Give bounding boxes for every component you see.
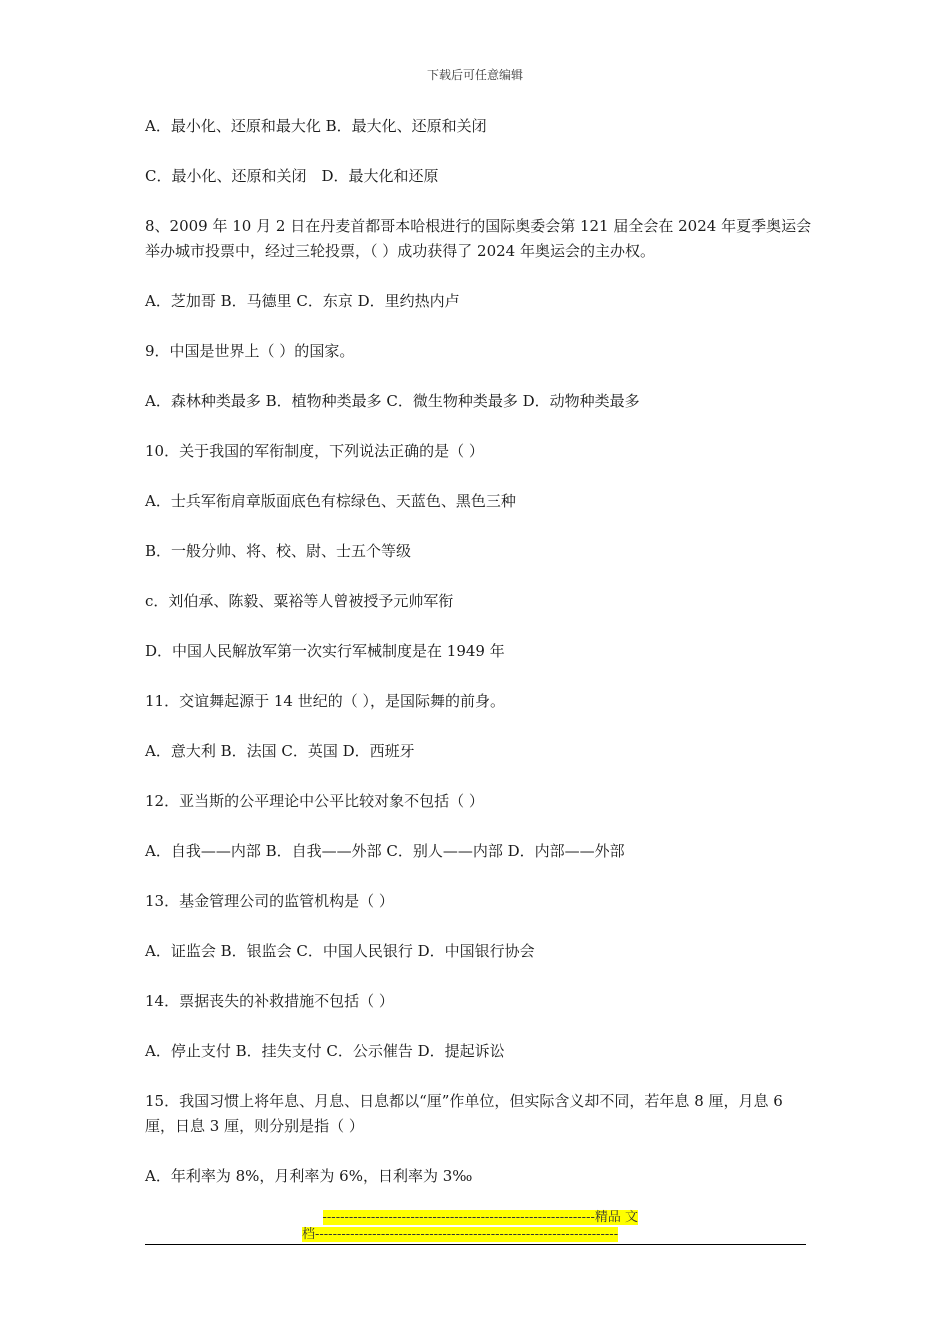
footer-line-1: --------------------------------------------------------------精品 文 [322, 1210, 638, 1225]
page-header: 下载后可任意编辑 [426, 68, 523, 82]
question-8: 8、2009 年 10 月 2 日在丹麦首都哥本哈根进行的国际奥委会第 121 届全会在 2024 年夏季奥运会举办城市投票中，经过三轮投票，（ ）成功获得了 2024 年奥运会的主办权。 [145, 217, 812, 260]
question-13: 13．基金管理公司的监管机构是（ ） [145, 892, 394, 910]
options-q11: A．意大利 B．法国 C．英国 D．西班牙 [145, 742, 415, 760]
options-q9: A．森林种类最多 B．植物种类最多 C．微生物种类最多 D．动物种类最多 [145, 392, 640, 410]
question-11: 11．交谊舞起源于 14 世纪的（ ），是国际舞的前身。 [145, 692, 505, 710]
option-q10-a: A．士兵军衔肩章版面底色有棕绿色、天蓝色、黑色三种 [145, 492, 516, 510]
footer-line-2: 档--------------------------------------------------------------------- [302, 1227, 619, 1242]
question-10: 10．关于我国的军衔制度，下列说法正确的是（ ） [145, 442, 484, 460]
question-15: 15．我国习惯上将年息、月息、日息都以“厘”作单位，但实际含义却不同，若年息 8 厘，月息 6 厘，日息 3 厘，则分别是指（ ） [145, 1092, 783, 1135]
options-q13: A．证监会 B．银监会 C．中国人民银行 D．中国银行协会 [145, 942, 535, 960]
options-q14: A．停止支付 B．挂失支付 C．公示催告 D．提起诉讼 [145, 1042, 505, 1060]
option-line-q7-a-b: A．最小化、还原和最大化 B．最大化、还原和关闭 [145, 117, 487, 135]
option-q10-d: D．中国人民解放军第一次实行军械制度是在 1949 年 [145, 642, 505, 660]
option-line-q7-c-d: C．最小化、还原和关闭 D．最大化和还原 [145, 167, 439, 185]
option-q10-b: B．一般分帅、将、校、尉、士五个等级 [145, 542, 412, 560]
question-12: 12．亚当斯的公平理论中公平比较对象不包括（ ） [145, 792, 484, 810]
footer-divider [145, 1244, 806, 1245]
option-q10-c: c．刘伯承、陈毅、粟裕等人曾被授予元帅军衔 [145, 592, 454, 610]
options-q12: A．自我——内部 B．自我——外部 C．别人——内部 D．内部——外部 [145, 842, 625, 860]
footer-watermark [302, 1209, 650, 1243]
document-body [145, 114, 815, 1214]
option-q15-a: A．年利率为 8%，月利率为 6%，日利率为 3‰ [145, 1167, 473, 1185]
question-9: 9．中国是世界上（ ）的国家。 [145, 342, 355, 360]
question-14: 14．票据丧失的补救措施不包括（ ） [145, 992, 394, 1010]
options-q8: A．芝加哥 B．马德里 C．东京 D．里约热内卢 [145, 292, 460, 310]
